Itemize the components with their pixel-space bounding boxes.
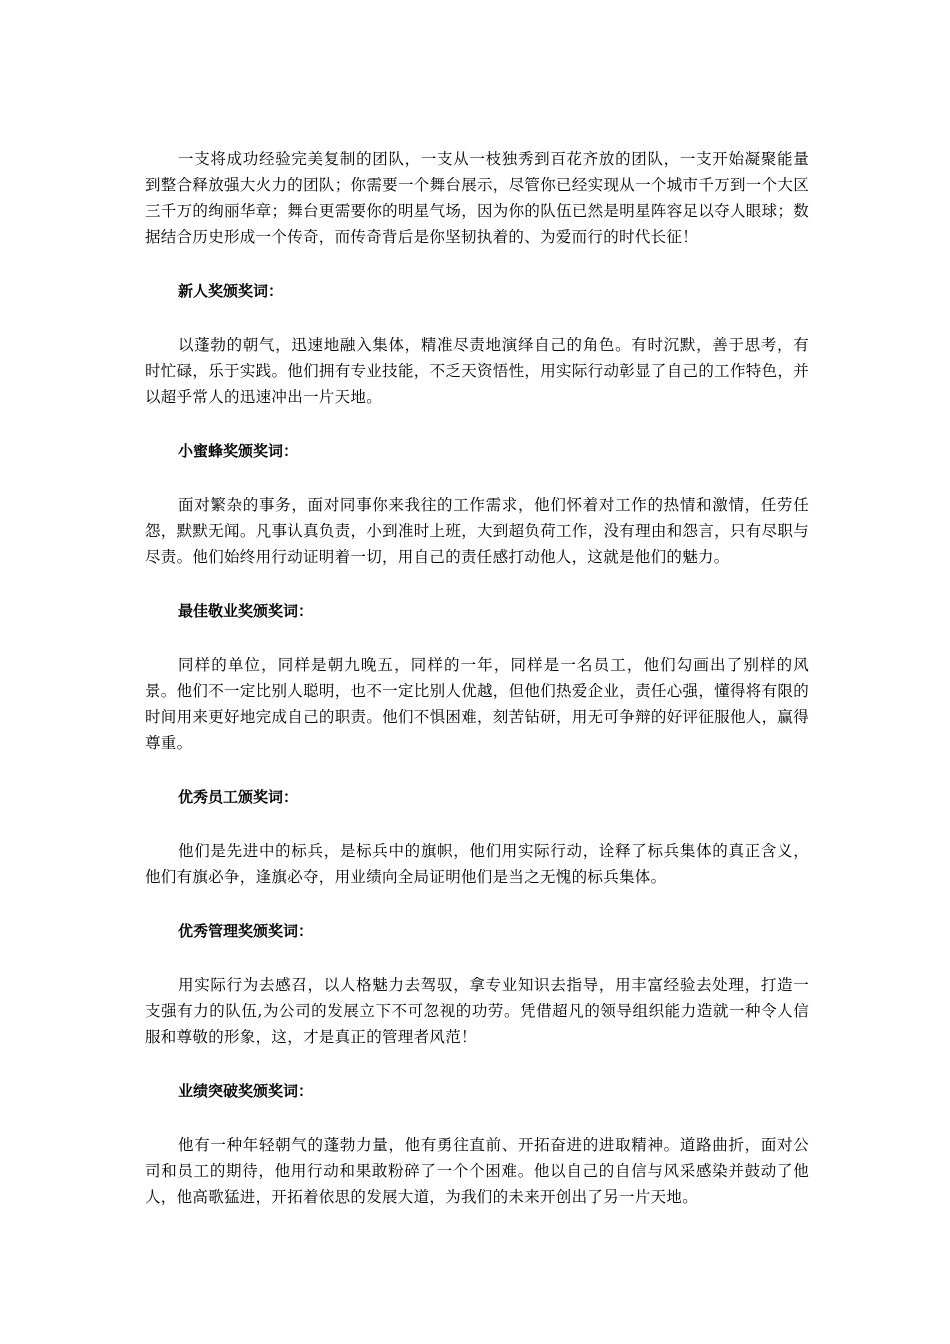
section-heading-dedication: 最佳敬业奖颁奖词：	[178, 602, 314, 620]
section-text-management: 用实际行为去感召，以人格魅力去驾驭，拿专业知识去指导，用丰富经验去处理，打造一支强有力的队伍,为公司的发展立下不可忽视的功劳。凭借超凡的领导组织能力造就一种令人信服和尊敬的形象，这，才是真正的管理者风范！	[145, 976, 809, 1046]
section-text-dedication: 同样的单位，同样是朝九晚五，同样的一年，同样是一名员工，他们勾画出了别样的风景。他们不一定比别人聪明，也不一定比别人优越，但他们热爱企业，责任心强，懂得将有限的时间用来更好地完成自己的职责。他们不惧困难，刻苦钻研，用无可争辩的好评征服他人，赢得尊重。	[145, 656, 809, 752]
section-heading-management: 优秀管理奖颁奖词：	[178, 922, 314, 940]
section-text-little-bee: 面对繁杂的事务，面对同事你来我往的工作需求，他们怀着对工作的热情和激情，任劳任怨，默默无闻。凡事认真负责，小到准时上班，大到超负荷工作，没有理由和怨言，只有尽职与尽责。他们始终用行动证明着一切，用自己的责任感打动他人，这就是他们的魅力。	[145, 496, 809, 566]
intro-paragraph: 一支将成功经验完美复制的团队，一支从一枝独秀到百花齐放的团队，一支开始凝聚能量到整合释放强大火力的团队；你需要一个舞台展示，尽管你已经实现从一个城市千万到一个大区三千万的绚丽华章；舞台更需要你的明星气场，因为你的队伍已然是明星阵容足以夺人眼球；数据结合历史形成一个传奇，而传奇背后是你坚韧执着的、为爱而行的时代长征！	[145, 150, 809, 246]
section-heading-little-bee: 小蜜蜂奖颁奖词：	[178, 442, 299, 460]
document-page	[145, 146, 809, 1210]
section-heading-breakthrough: 业绩突破奖颁奖词：	[178, 1082, 314, 1100]
section-heading-excellent-employee: 优秀员工颁奖词：	[178, 788, 299, 806]
section-text-newcomer: 以蓬勃的朝气，迅速地融入集体，精准尽责地演绎自己的角色。有时沉默，善于思考，有时忙碌，乐于实践。他们拥有专业技能，不乏天资悟性，用实际行动彰显了自己的工作特色，并以超乎常人的迅速冲出一片天地。	[145, 336, 809, 406]
section-heading-newcomer: 新人奖颁奖词：	[178, 282, 284, 300]
section-text-breakthrough: 他有一种年轻朝气的蓬勃力量，他有勇往直前、开拓奋进的进取精神。道路曲折，面对公司和员工的期待，他用行动和果敢粉碎了一个个困难。他以自己的自信与风采感染并鼓动了他人，他高歌猛进，开拓着依思的发展大道，为我们的未来开创出了另一片天地。	[145, 1136, 809, 1206]
section-text-excellent-employee: 他们是先进中的标兵，是标兵中的旗帜，他们用实际行动，诠释了标兵集体的真正含义，他们有旗必争，逢旗必夺，用业绩向全局证明他们是当之无愧的标兵集体。	[145, 842, 809, 886]
